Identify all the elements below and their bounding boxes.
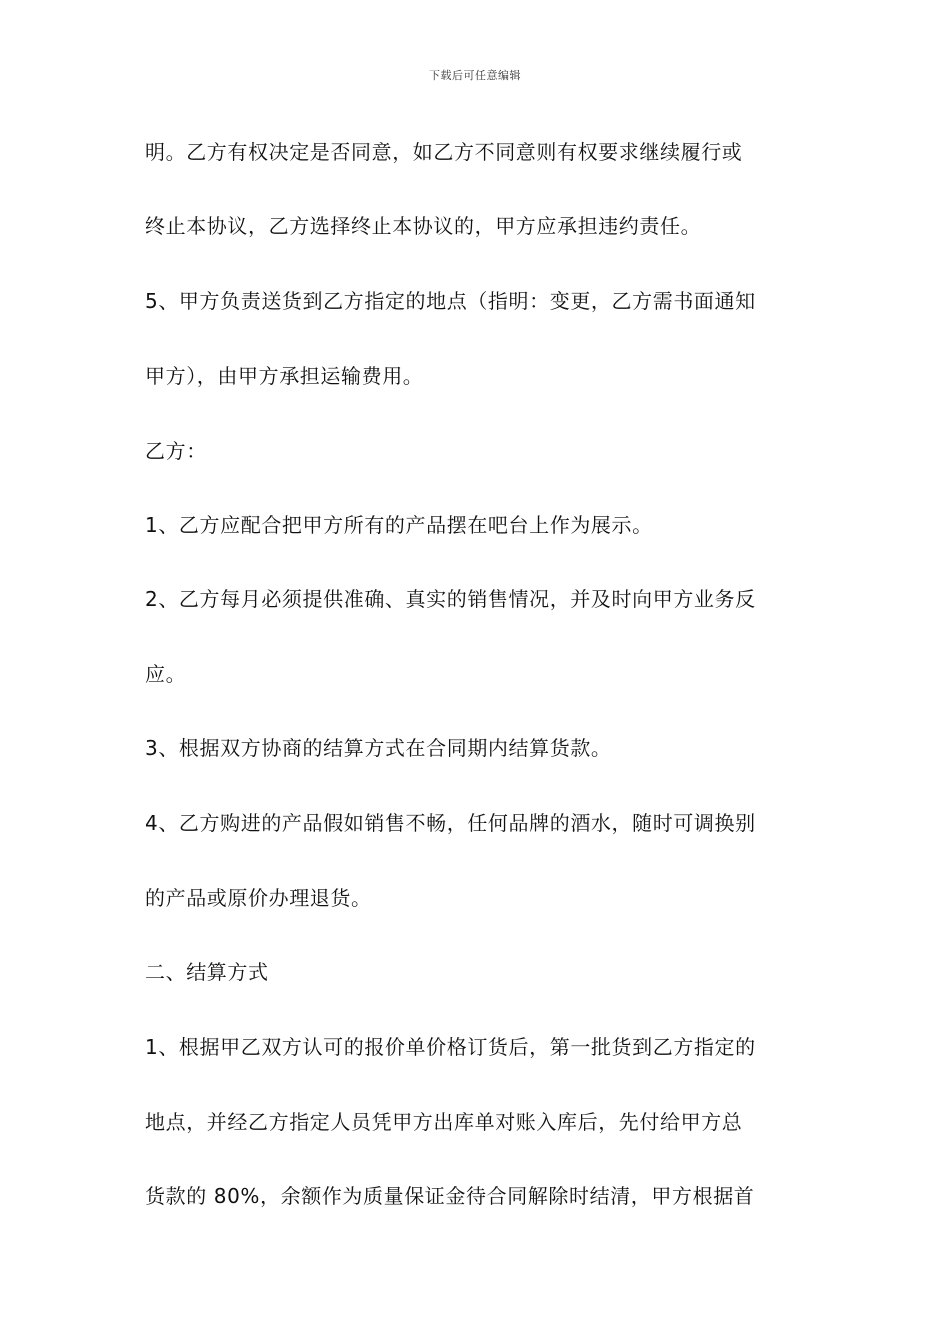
text-line-10: 4、乙方购进的产品假如销售不畅，任何品牌的酒水，随时可调换别	[145, 811, 756, 835]
text-line-8: 应。	[145, 662, 187, 686]
text-line-3: 5、甲方负责送货到乙方指定的地点（指明：变更，乙方需书面通知	[145, 289, 756, 313]
text-line-15: 货款的 80%，余额作为质量保证金待合同解除时结清，甲方根据首	[145, 1184, 755, 1208]
text-line-5: 乙方：	[145, 439, 207, 463]
text-line-12: 二、结算方式	[145, 960, 269, 984]
page-header: 下载后可任意编辑	[429, 69, 521, 82]
text-line-9: 3、根据双方协商的结算方式在合同期内结算货款。	[145, 736, 612, 760]
text-line-14: 地点，并经乙方指定人员凭甲方出库单对账入库后，先付给甲方总	[145, 1110, 743, 1134]
text-line-2: 终止本协议，乙方选择终止本协议的，甲方应承担违约责任。	[145, 214, 702, 238]
text-line-6: 1、乙方应配合把甲方所有的产品摆在吧台上作为展示。	[145, 513, 653, 537]
text-line-7: 2、乙方每月必须提供准确、真实的销售情况，并及时向甲方业务反	[145, 587, 756, 611]
text-line-1: 明。乙方有权决定是否同意，如乙方不同意则有权要求继续履行或	[145, 140, 743, 164]
text-line-13: 1、根据甲乙双方认可的报价单价格订货后，第一批货到乙方指定的	[145, 1035, 756, 1059]
text-line-4: 甲方），由甲方承担运输费用。	[145, 364, 424, 388]
text-line-11: 的产品或原价办理退货。	[145, 886, 372, 910]
